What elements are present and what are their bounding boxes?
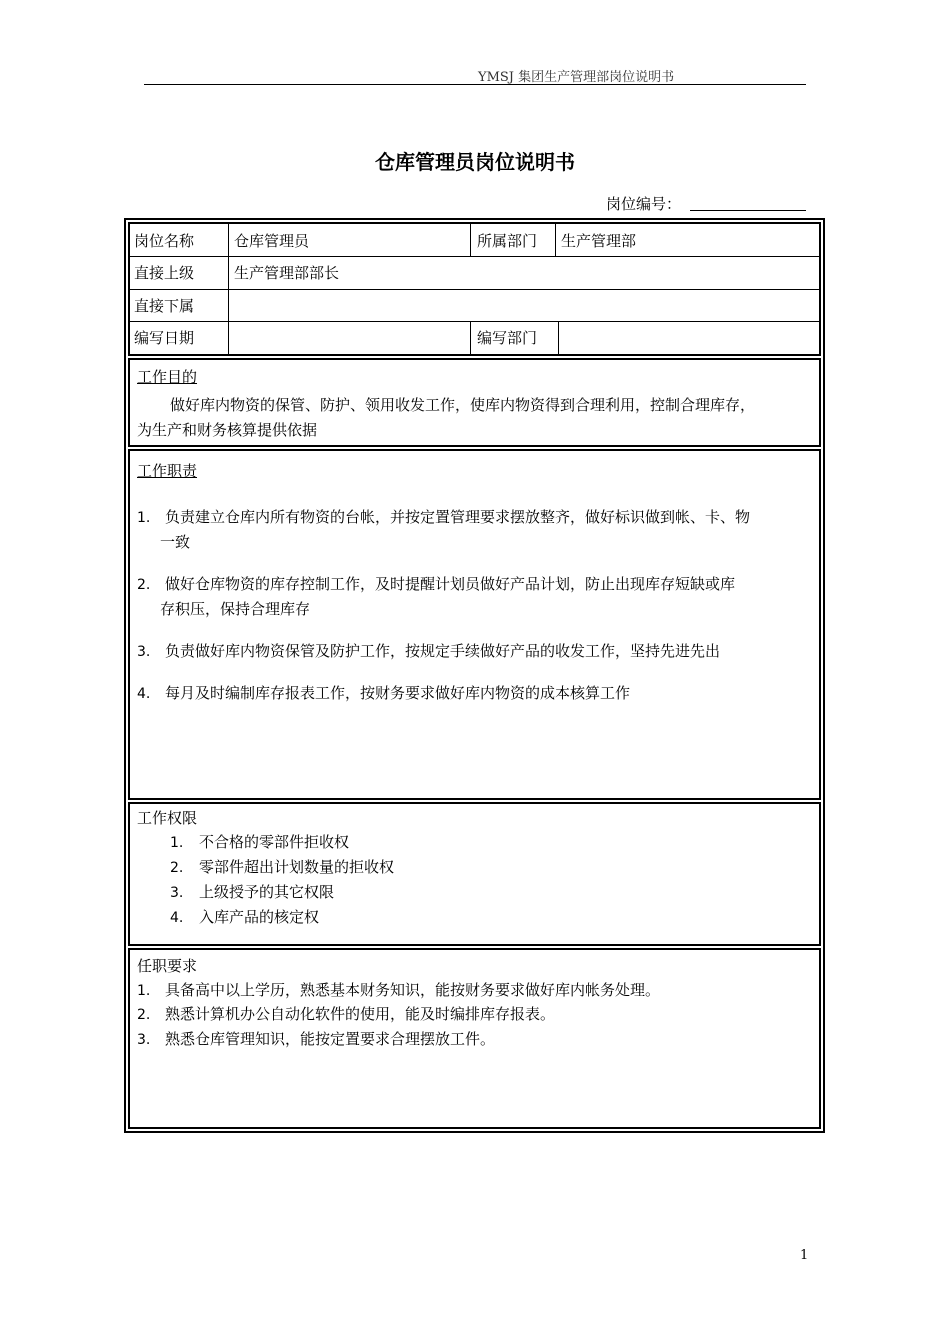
requirement-item: 具备高中以上学历，熟悉基本财务知识，能按财务要求做好库内帐务处理。: [165, 981, 661, 999]
duty-number: 3.: [137, 644, 151, 660]
superior-value: 生产管理部部长: [234, 264, 340, 282]
running-header: YMSJ 集团生产管理部岗位说明书: [478, 70, 675, 85]
duty-number: 2.: [137, 577, 151, 593]
requirement-item: 熟悉仓库管理知识，能按定置要求合理摆放工件。: [165, 1030, 496, 1048]
purpose-text-line1: 做好库内物资的保管、防护、领用收发工作，使库内物资得到合理利用，控制合理库存，: [170, 396, 756, 414]
requirement-item: 熟悉计算机办公自动化软件的使用，能及时编排库存报表。: [165, 1005, 556, 1023]
info-col-divider: [555, 224, 556, 256]
duty-item-3: 负责做好库内物资保管及防护工作，按规定手续做好产品的收发工作，坚持先进先出: [165, 642, 721, 660]
duties-section: [128, 449, 821, 800]
department-value: 生产管理部: [561, 232, 637, 250]
info-row-divider: [130, 289, 819, 290]
department-label: 所属部门: [477, 232, 538, 250]
info-col-divider: [558, 321, 559, 354]
authority-number: 2.: [170, 860, 184, 876]
position-name-value: 仓库管理员: [234, 232, 310, 250]
info-col-divider: [228, 224, 229, 354]
duty-item-2-line1: 做好仓库物资的库存控制工作，及时提醒计划员做好产品计划，防止出现库存短缺或库: [165, 575, 736, 593]
requirement-number: 3.: [137, 1032, 151, 1048]
info-col-divider: [470, 321, 471, 354]
duty-number: 4.: [137, 686, 151, 702]
page-number: 1: [800, 1248, 809, 1263]
info-col-divider: [470, 224, 471, 256]
duties-title: 工作职责: [137, 462, 198, 480]
author-dept-label: 编写部门: [477, 329, 538, 347]
subordinate-label: 直接下属: [134, 297, 195, 315]
authority-item: 零部件超出计划数量的拒收权: [199, 858, 395, 876]
header-rule: [144, 84, 806, 85]
requirement-number: 2.: [137, 1007, 151, 1023]
duty-item-1-line2: 一致: [160, 533, 191, 551]
duty-item-2-line2: 存积压，保持合理库存: [160, 600, 311, 618]
document-title: 仓库管理员岗位说明书: [375, 150, 575, 174]
info-row-divider: [130, 321, 819, 322]
requirements-title: 任职要求: [137, 957, 198, 975]
date-label: 编写日期: [134, 329, 195, 347]
duty-number: 1.: [137, 510, 151, 526]
superior-label: 直接上级: [134, 264, 195, 282]
purpose-title: 工作目的: [137, 368, 198, 386]
authority-item: 不合格的零部件拒收权: [199, 833, 350, 851]
authority-number: 3.: [170, 885, 184, 901]
position-name-label: 岗位名称: [134, 232, 195, 250]
info-row-divider: [130, 256, 819, 257]
duty-item-1-line1: 负责建立仓库内所有物资的台帐，并按定置管理要求摆放整齐，做好标识做到帐、卡、物: [165, 508, 751, 526]
position-number-label: 岗位编号：: [606, 195, 682, 213]
purpose-text-line2: 为生产和财务核算提供依据: [137, 421, 318, 439]
authority-title: 工作权限: [137, 809, 198, 827]
position-number-field[interactable]: [690, 210, 806, 211]
authority-item: 上级授予的其它权限: [199, 883, 335, 901]
authority-number: 1.: [170, 835, 184, 851]
duty-item-4: 每月及时编制库存报表工作，按财务要求做好库内物资的成本核算工作: [165, 684, 631, 702]
requirement-number: 1.: [137, 983, 151, 999]
authority-number: 4.: [170, 910, 184, 926]
authority-item: 入库产品的核定权: [199, 908, 320, 926]
